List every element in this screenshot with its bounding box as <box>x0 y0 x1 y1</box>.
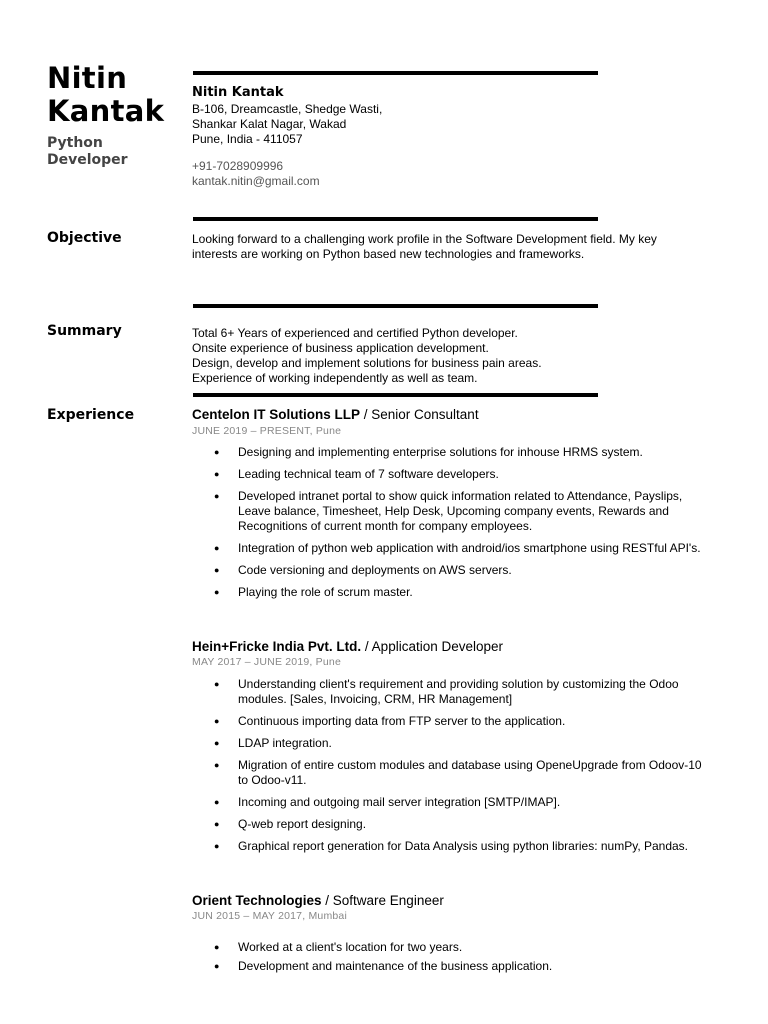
address-line-3: Pune, India - 411057 <box>192 132 303 146</box>
summary-line: Design, develop and implement solutions for business pain areas. <box>192 356 542 370</box>
contact-details <box>192 159 320 189</box>
list-item: ● LDAP integration. <box>214 736 714 751</box>
list-item: ● Worked at a client's location for two years. <box>214 940 714 955</box>
email-address[interactable]: kantak.nitin@gmail.com <box>192 174 320 188</box>
summary-line: Total 6+ Years of experienced and certified Python developer. <box>192 326 518 340</box>
objective-text <box>192 232 732 262</box>
list-item: ● Code versioning and deployments on AWS servers. <box>214 563 714 578</box>
job-dates: MAY 2017 – JUNE 2019, Pune <box>192 656 341 668</box>
role-line-1: Python <box>47 135 103 151</box>
list-item: ● Q-web report designing. <box>214 817 714 832</box>
job-bullets <box>214 940 714 981</box>
contact-name: Nitin Kantak <box>192 85 284 100</box>
job-title <box>192 407 479 422</box>
list-item: ● Migration of entire custom modules and database using OpeneUpgrade from Odoov-10 to Odoo-v11. <box>214 758 714 788</box>
phone-number[interactable]: +91-7028909996 <box>192 159 284 173</box>
company-name: Centelon IT Solutions LLP <box>192 407 360 422</box>
summary-text <box>192 326 542 386</box>
role-line-2: Developer <box>47 152 128 168</box>
job-bullets <box>214 445 714 607</box>
position-title: / Application Developer <box>361 639 504 654</box>
position-title: / Software Engineer <box>321 893 444 908</box>
job-dates: JUNE 2019 – PRESENT, Pune <box>192 425 342 437</box>
objective-line-2: interests are working on Python based new technologies and frameworks. <box>192 247 585 261</box>
list-item: ● Integration of python web application with android/ios smartphone using RESTful API's. <box>214 541 714 556</box>
job-dates: JUN 2015 – MAY 2017, Mumbai <box>192 910 348 922</box>
company-name: Orient Technologies <box>192 893 322 908</box>
company-name: Hein+Fricke India Pvt. Ltd. <box>192 639 362 654</box>
first-name: Nitin <box>47 61 128 95</box>
list-item: ● Incoming and outgoing mail server integration [SMTP/IMAP]. <box>214 795 714 810</box>
divider-rule <box>193 304 598 308</box>
job-title <box>192 893 444 908</box>
list-item: ● Playing the role of scrum master. <box>214 585 714 600</box>
summary-line: Experience of working independently as well as team. <box>192 371 478 385</box>
job-bullets <box>214 677 714 861</box>
divider-rule <box>193 393 598 397</box>
list-item: ● Developed intranet portal to show quick information related to Attendance, Payslips, Leave balance, Timesheet, Help Desk, Upcoming company events, Rewards and Recognitions of current month for company employees. <box>214 489 714 534</box>
divider-rule <box>193 217 598 221</box>
experience-heading: Experience <box>47 407 135 423</box>
job-title <box>192 639 503 654</box>
address-line-2: Shankar Kalat Nagar, Wakad <box>192 117 347 131</box>
position-title: / Senior Consultant <box>360 407 479 422</box>
list-item: ● Graphical report generation for Data Analysis using python libraries: numPy, Pandas. <box>214 839 714 854</box>
list-item: ● Development and maintenance of the business application. <box>214 959 714 974</box>
list-item: ● Continuous importing data from FTP server to the application. <box>214 714 714 729</box>
objective-line-1: Looking forward to a challenging work profile in the Software Development field. My key <box>192 232 657 246</box>
summary-heading: Summary <box>47 323 122 339</box>
role-title <box>47 135 128 169</box>
objective-heading: Objective <box>47 230 122 246</box>
list-item: ● Designing and implementing enterprise solutions for inhouse HRMS system. <box>214 445 714 460</box>
divider-rule <box>193 71 598 75</box>
list-item: ● Understanding client's requirement and providing solution by customizing the Odoo modules. [Sales, Invoicing, CRM, HR Management] <box>214 677 714 707</box>
name-heading <box>47 62 164 128</box>
last-name: Kantak <box>47 94 165 128</box>
summary-line: Onsite experience of business application development. <box>192 341 489 355</box>
address-line-1: B-106, Dreamcastle, Shedge Wasti, <box>192 102 383 116</box>
contact-address <box>192 102 382 147</box>
list-item: ● Leading technical team of 7 software developers. <box>214 467 714 482</box>
